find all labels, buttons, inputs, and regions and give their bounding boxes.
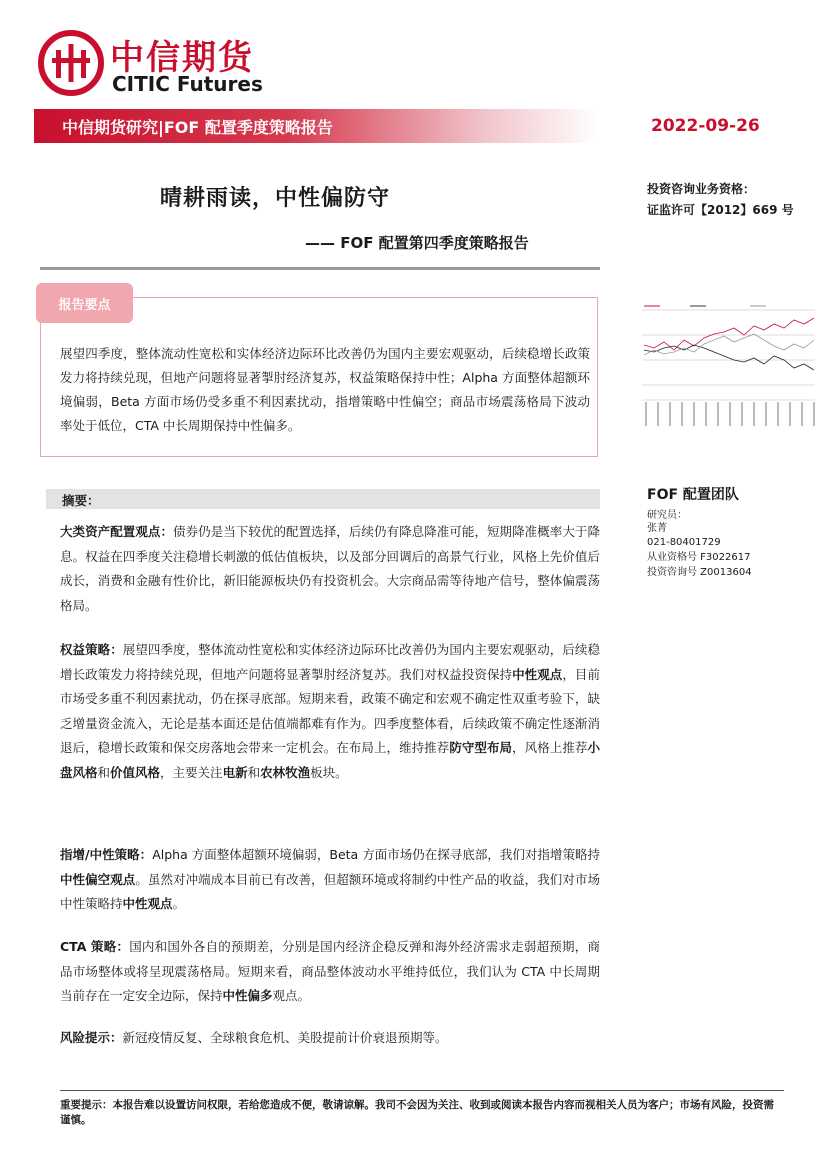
team-line: 从业资格号 F3022617: [647, 552, 751, 563]
team-title: FOF 配置团队: [647, 487, 739, 503]
paragraph-lead: 大类资产配置观点：: [60, 524, 174, 539]
qualification-line-1: 投资咨询业务资格：: [647, 182, 756, 196]
key-points-tag: 报告要点: [36, 283, 133, 323]
summary-bar: [46, 489, 600, 509]
paragraph-asset-allocation: 大类资产配置观点：债券仍是当下较优的配置选择，后续仍有降息降准可能，短期降准概率大于降息。权益在四季度关注稳增长刺激的低估值板块，以及部分回调后的高景气行业，风格上先价值后成长，消费和金融有性价比，新旧能源板块仍有投资机会。大宗商品需等待地产信号，整体偏震荡格局。: [60, 524, 600, 613]
banner-text: 中信期货研究|FOF 配置季度策略报告: [62, 118, 333, 137]
team-line: 021-80401729: [647, 537, 721, 548]
paragraph-lead: 指增/中性策略：: [60, 847, 153, 862]
page-title: 晴耕雨读，中性偏防守: [160, 186, 391, 211]
summary-label: 摘要：: [62, 493, 100, 508]
brand-name-en: CITIC Futures: [112, 72, 263, 96]
paragraph-cta-strategy: CTA 策略：国内和国外各自的预期差，分别是国内经济企稳反弹和海外经济需求走弱超预期，商品市场整体或将呈现震荡格局。短期来看，商品整体波动水平维持低位，我们认为 CTA 中长周期当前存在一定安全边际，保持中性偏多观点。: [60, 939, 600, 1003]
paragraph-index-neutral-strategy: 指增/中性策略：Alpha 方面整体超额环境偏弱，Beta 方面市场仍在探寻底部，我们对指增策略持中性偏空观点。虽然对冲端成本目前已有改善，但超额环境或将制约中性产品的收益，我们对市场中性策略持中性观点。: [60, 847, 600, 911]
paragraph-lead: 权益策略：: [60, 642, 123, 657]
title-divider: [40, 267, 600, 270]
paragraph-lead: 风险提示：: [60, 1030, 123, 1045]
paragraph-equity-strategy: 权益策略：展望四季度，整体流动性宽松和实体经济边际环比改善仍为国内主要宏观驱动，后续稳增长政策发力将持续兑现，但地产问题将显著掣肘经济复苏。我们对权益投资保持中性观点，目前市场受多重不利因素扰动，仍在探寻底部。短期来看，政策不确定和宏观不确定性双重考验下，缺乏增量资金流入，无论是基本面还是估值端都难有作为。四季度整体看，后续政策不确定性逐渐消退后，稳增长政策和保交房落地会带来一定机会。在布局上，维持推荐防守型布局，风格上推荐小盘风格和价值风格，主要关注电新和农林牧渔板块。: [60, 642, 600, 780]
team-line: 投资咨询号 Z0013604: [647, 567, 752, 578]
report-date: 2022-09-26: [651, 116, 760, 136]
side-chart-thumbnail: [630, 290, 820, 440]
page-subtitle: —— FOF 配置第四季度策略报告: [305, 234, 529, 252]
footer-notice: 重要提示：本报告难以设置访问权限，若给您造成不便，敬请谅解。我司不会因为关注、收到或阅读本报告内容而视相关人员为客户；市场有风险，投资需谨慎。: [60, 1099, 774, 1126]
team-line: 张菁: [647, 523, 667, 534]
brand-name-cn: 中信期货: [110, 38, 254, 78]
citic-logo-icon: [38, 30, 104, 96]
qualification-line-2: 证监许可【2012】669 号: [647, 203, 794, 217]
paragraph-risk-warning: 风险提示：新冠疫情反复、全球粮食危机、美股提前计价衰退预期等。: [60, 1030, 448, 1045]
team-line: 研究员：: [647, 510, 687, 521]
paragraph-lead: CTA 策略：: [60, 939, 130, 954]
footer-divider: [60, 1090, 784, 1091]
key-points-text: 展望四季度，整体流动性宽松和实体经济边际环比改善仍为国内主要宏观驱动，后续稳增长政策发力将持续兑现，但地产问题将显著掣肘经济复苏，权益策略保持中性；Alpha 方面整体超额环境偏弱，Beta 方面市场仍受多重不利因素扰动，指增策略中性偏空；商品市场震荡格局下波动率处于低位，CTA 中长周期保持中性偏多。: [60, 346, 590, 433]
